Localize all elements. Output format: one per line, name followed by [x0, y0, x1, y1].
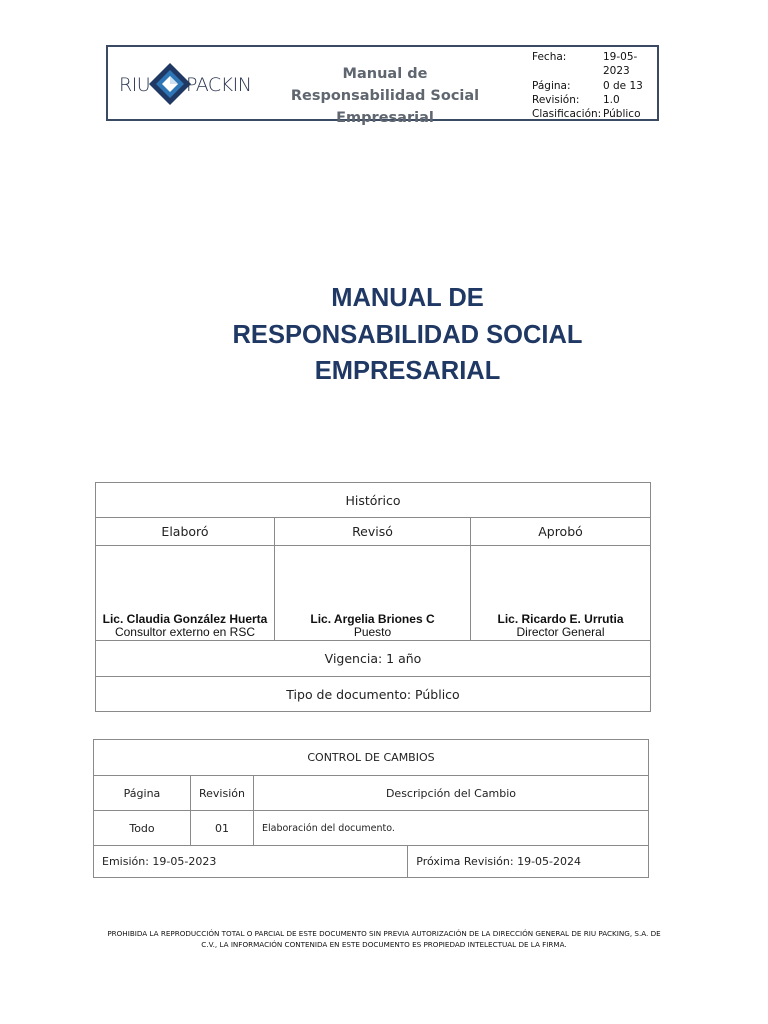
- signer-name: Lic. Claudia González Huerta: [102, 612, 268, 626]
- column-header-pagina: Página: [94, 776, 191, 811]
- meta-value: 0 de 13: [603, 79, 643, 92]
- historico-heading: Histórico: [96, 483, 651, 518]
- signer-name: Lic. Argelia Briones C: [310, 612, 435, 626]
- logo-text-right: PACKIN: [186, 74, 252, 96]
- meta-row-clasificacion: [532, 107, 655, 121]
- signer-role: Consultor externo en RSC: [114, 625, 256, 639]
- meta-row-pagina: [532, 79, 655, 93]
- vigencia: Vigencia: 1 año: [96, 641, 651, 677]
- meta-row-revision: [532, 93, 655, 107]
- cell-pagina: Todo: [94, 811, 191, 846]
- column-header-elaboro: Elaboró: [96, 518, 275, 546]
- control-cambios-table: [93, 739, 649, 878]
- document-header: [106, 45, 659, 126]
- company-logo: [118, 61, 252, 107]
- title-line1: MANUAL DE: [331, 284, 484, 312]
- column-header-reviso: Revisó: [275, 518, 471, 546]
- proxima-revision-date: Próxima Revisión: 19-05-2024: [408, 846, 649, 878]
- meta-value: 1.0: [603, 93, 620, 106]
- column-header-revision: Revisión: [191, 776, 254, 811]
- signer-role: Director General: [516, 625, 605, 639]
- cell-revision: 01: [191, 811, 254, 846]
- cell-descripcion: Elaboración del documento.: [254, 811, 649, 846]
- signature-cell-aprobo: [471, 546, 651, 641]
- signature-cell-elaboro: [96, 546, 275, 641]
- meta-key: Fecha:: [532, 51, 567, 63]
- header-title: [250, 63, 520, 129]
- header-meta: [532, 50, 655, 121]
- title-line2: RESPONSABILIDAD SOCIAL: [232, 320, 583, 349]
- column-header-aprobo: Aprobó: [471, 518, 651, 546]
- legal-footer: PROHIBIDA LA REPRODUCCIÓN TOTAL O PARCIAL DE ESTE DOCUMENTO SIN PREVIA AUTORIZACIÓN DE LA DIRECCIÓN GENERAL DE RIU PACKING, S.A. DE C.V., LA INFORMACIÓN CONTENIDA EN ESTE DOCUMENTO ES PROPIEDAD INTELECTUAL DE LA FIRMA.: [107, 929, 661, 949]
- header-title-line2: Responsabilidad Social Empresarial: [290, 88, 480, 126]
- cambios-heading: CONTROL DE CAMBIOS: [94, 740, 649, 776]
- title-line3: EMPRESARIAL: [314, 357, 501, 385]
- tipo-documento: Tipo de documento: Público: [96, 677, 651, 712]
- header-title-line1: Manual de: [342, 66, 428, 82]
- emision-date: Emisión: 19-05-2023: [94, 846, 408, 878]
- logo-text-left: RIU: [119, 74, 151, 96]
- historico-table: [95, 482, 651, 712]
- signature-cell-reviso: [275, 546, 471, 641]
- signer-role: Puesto: [353, 625, 392, 639]
- meta-key: Revisión:: [532, 93, 580, 106]
- meta-value: 19-05- 2023: [603, 51, 638, 78]
- meta-value: Público: [603, 108, 641, 121]
- meta-key: Clasificación:: [532, 108, 602, 121]
- document-title: [160, 280, 655, 390]
- meta-row-fecha: [532, 50, 655, 79]
- meta-key: Página:: [532, 79, 571, 92]
- column-header-descripcion: Descripción del Cambio: [254, 776, 649, 811]
- signer-name: Lic. Ricardo E. Urrutia: [497, 612, 624, 626]
